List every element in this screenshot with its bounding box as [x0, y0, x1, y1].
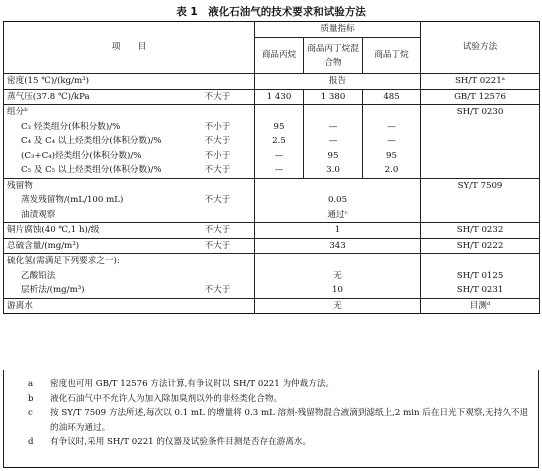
- row-comp-c3: C₃ 烃类组分(体积分数)/% 不小于 95 — —: [4, 120, 540, 135]
- row-residue-oil: 油渍观察 通过ᶜ: [4, 208, 540, 223]
- header-butane: 商品丁烷: [363, 38, 421, 74]
- note-c: c 按 SY/T 7509 方法所述,每次以 0.1 mL 的增量将 0.3 mL 溶剂-残留物混合液滴到滤纸上,2 min 后在日光下观察,无持久不退的油环为通过。: [28, 408, 529, 433]
- row-h2s-chrom: 层析法/(mg/m³) 不大于 10 SH/T 0231: [4, 283, 540, 298]
- row-composition: 组分ᵇ SH/T 0230: [4, 105, 540, 120]
- note-d: d 有争议时,采用 SH/T 0221 的仪器及试验条件目测是否存在游离水。: [28, 437, 312, 447]
- note-b: b 液化石油气中不允许人为加入除加臭剂以外的非烃类化合物。: [28, 393, 283, 404]
- header-propane: 商品丙烷: [255, 38, 304, 74]
- row-density: 密度(15 ℃)/(kg/m³) 报告 SH/T 0221ᵃ: [4, 74, 540, 90]
- row-sulfur: 总硫含量/(mg/m³) 不大于 343 SH/T 0222: [4, 238, 540, 254]
- row-comp-c5: C₅ 及 C₅ 以上烃类组分(体积分数)/% 不大于 — 3.0 2.0: [4, 163, 540, 178]
- row-h2s: 硫化氢(需满足下列要求之一):: [4, 254, 540, 269]
- row-comp-c4: C₄ 及 C₄ 以上烃类组分(体积分数)/% 不大于 2.5 — —: [4, 134, 540, 149]
- table-notes: [3, 370, 539, 468]
- header-method: 试验方法: [421, 22, 540, 74]
- table-caption: 表 1 液化石油气的技术要求和试验方法: [176, 6, 366, 18]
- note-a: a 密度也可用 GB/T 12576 方法计算,有争议时以 SH/T 0221 为仲裁方法。: [28, 379, 335, 389]
- header-item: 项 目: [4, 22, 255, 74]
- header-mix: 商品丙丁烷混合物: [304, 38, 363, 74]
- row-h2s-lead: 乙酸铅法 无 SH/T 0125: [4, 269, 540, 284]
- row-copper: 铜片腐蚀(40 ℃,1 h)/级 不大于 1 SH/T 0232: [4, 223, 540, 239]
- spec-table: [3, 21, 540, 314]
- row-vapor: 蒸气压(37.8 ℃)/kPa 不大于 1 430 1 380 485 GB/T 12576: [4, 89, 540, 105]
- header-quality: 质量指标: [255, 22, 421, 38]
- row-water: 游离水 无 目测ᵈ: [4, 298, 540, 314]
- row-residue: 残留物 SY/T 7509: [4, 178, 540, 193]
- row-comp-c3c4: (C₃+C₄)烃类组分(体积分数)/% 不小于 — 95 95: [4, 149, 540, 164]
- row-residue-evap: 蒸发残留物/(mL/100 mL) 不大于 0.05: [4, 193, 540, 208]
